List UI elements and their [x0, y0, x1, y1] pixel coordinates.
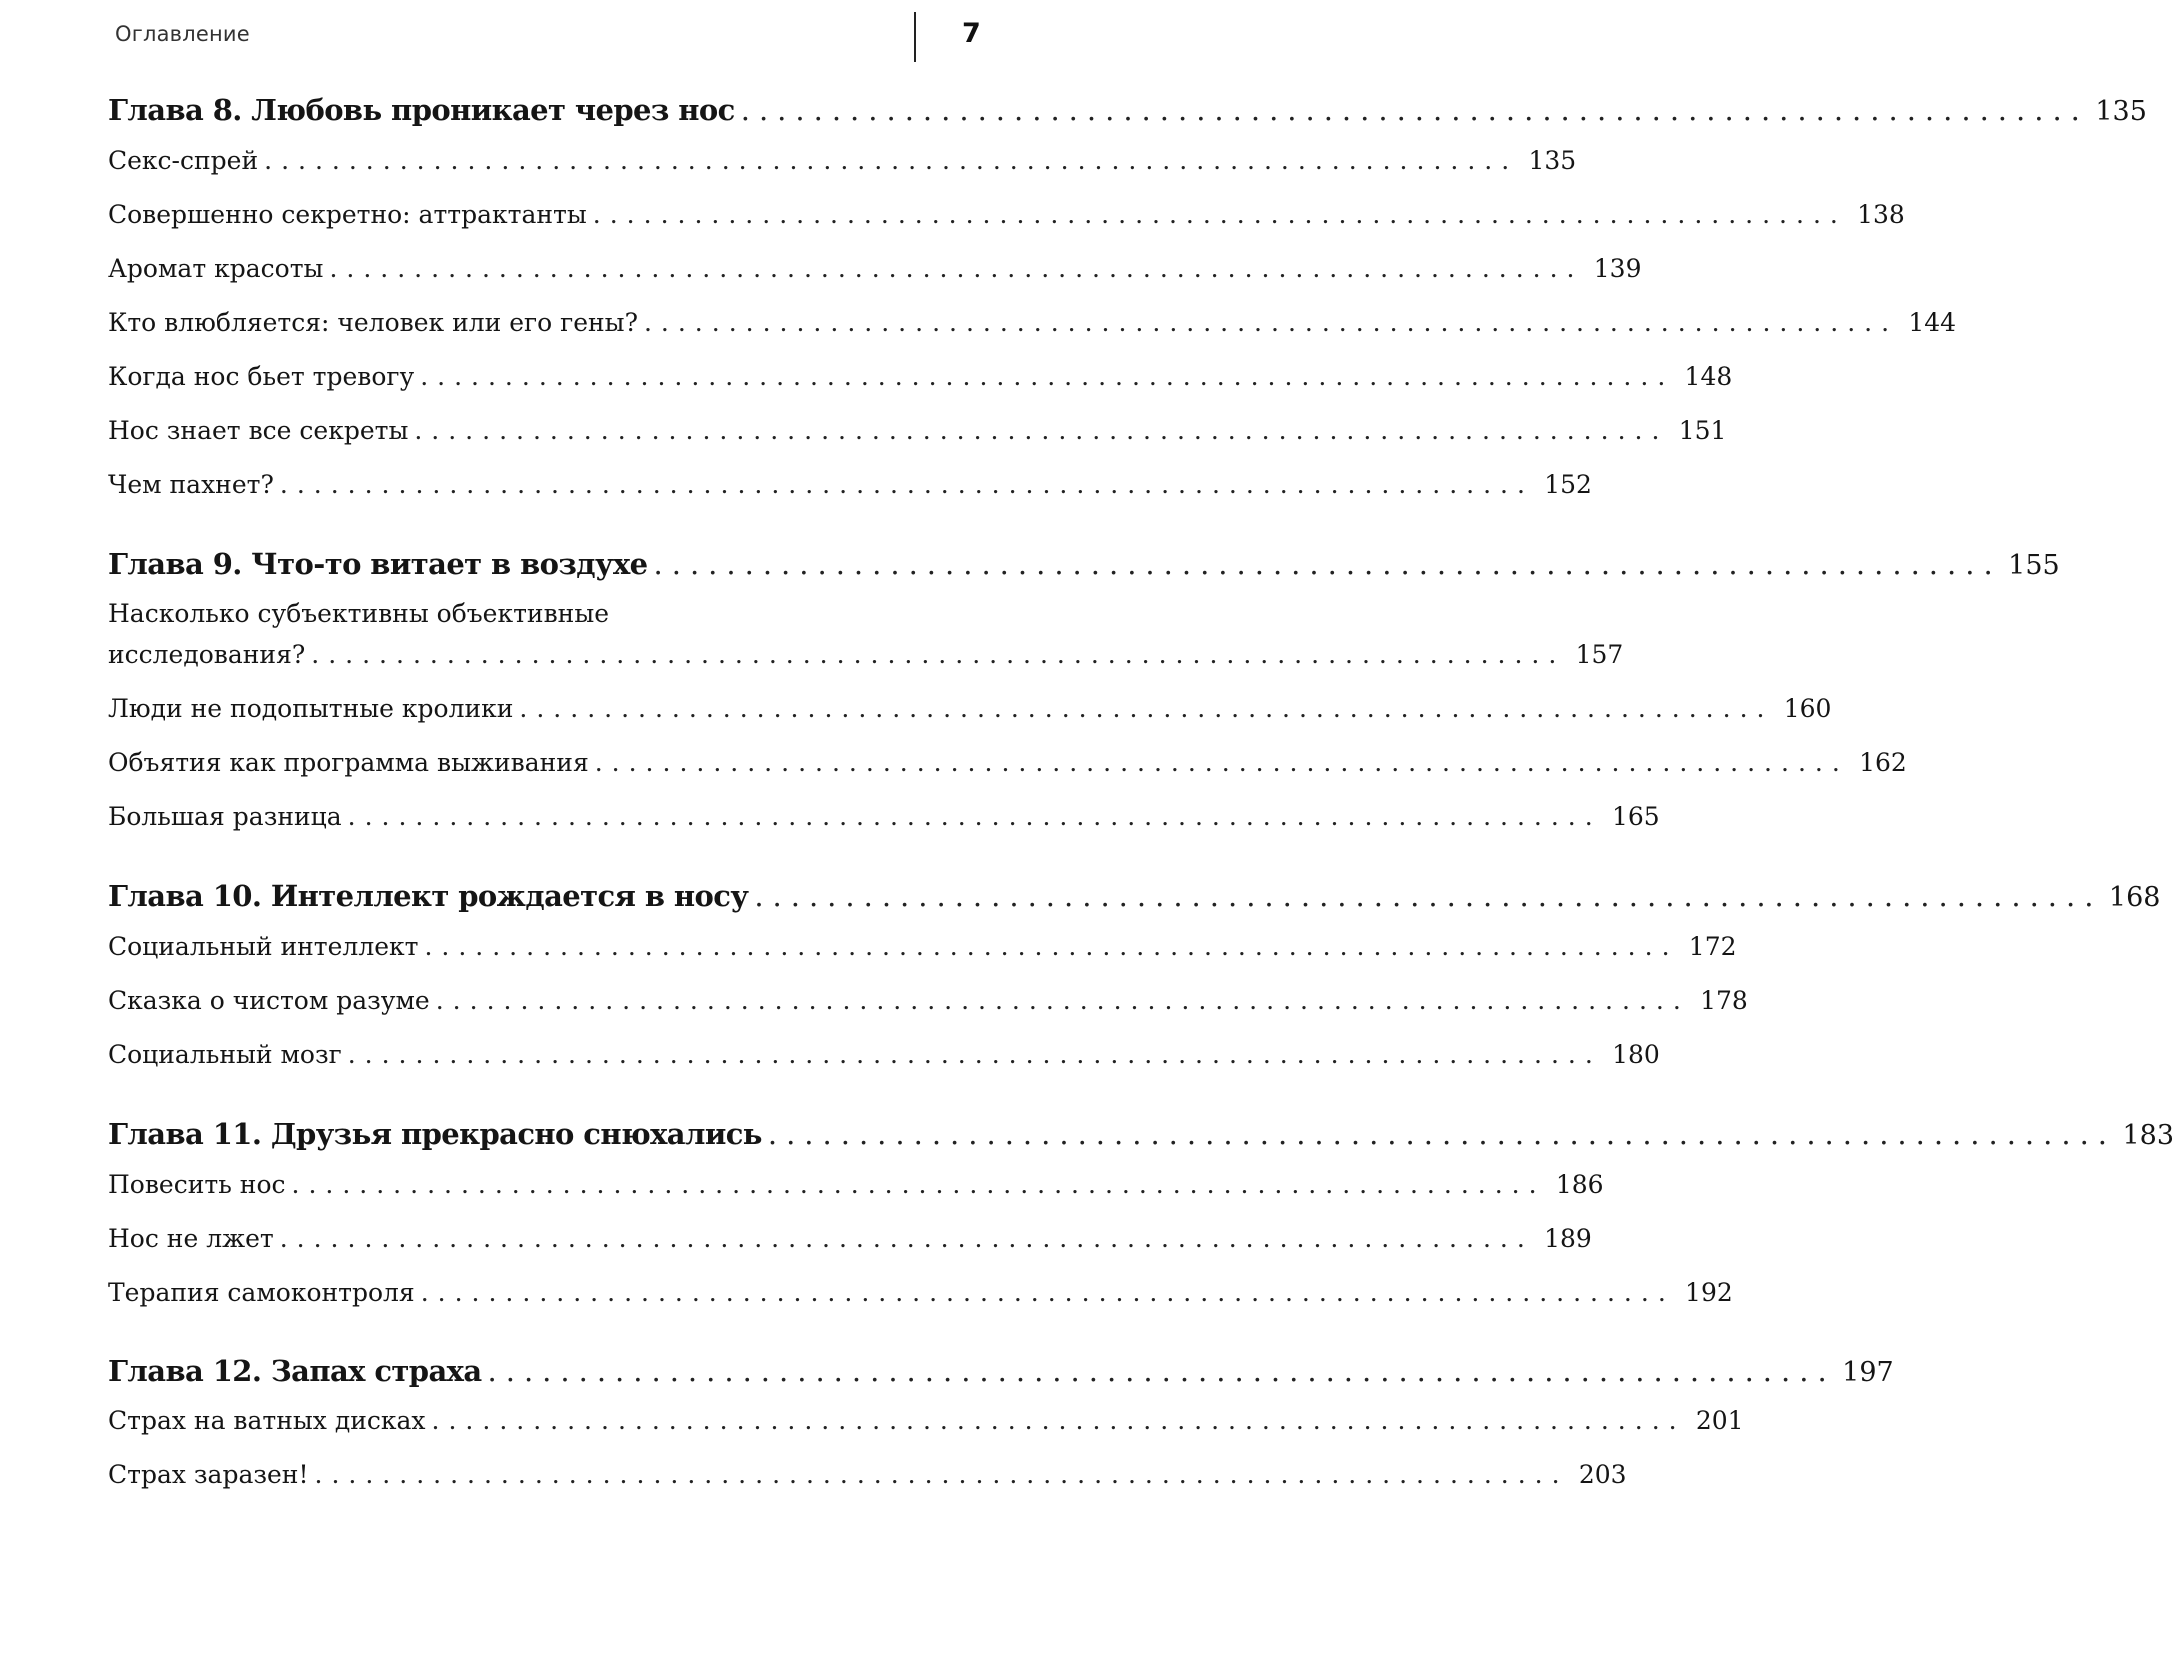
- entry-title: Когда нос бьет тревогу: [108, 362, 415, 391]
- entry-title: Страх заразен!: [108, 1460, 309, 1489]
- entry-page: 197: [1842, 1357, 1894, 1388]
- dot-leader: ..........................................................................: [754, 879, 2103, 913]
- dot-leader: ..........................................................................: [653, 547, 2002, 581]
- entry-title: Глава 8. Любовь проникает через нос: [108, 93, 735, 127]
- dot-leader: ..........................................................................: [311, 640, 1566, 669]
- dot-leader: ..........................................................................: [435, 986, 1690, 1015]
- dot-leader: ..........................................................................: [264, 146, 1519, 175]
- entry-title: Большая разница: [108, 802, 342, 831]
- entry-page: 186: [1555, 1170, 1604, 1199]
- entry-page: 168: [2108, 882, 2161, 913]
- entry-page: 144: [1908, 308, 1957, 337]
- dot-leader: ..........................................................................: [592, 200, 1847, 229]
- entry-title: Глава 10. Интеллект рождается в носу: [108, 879, 749, 913]
- entry-title: Кто влюбляется: человек или его гены?: [108, 308, 638, 337]
- dot-leader: ..........................................................................: [643, 308, 1899, 337]
- entry-title: Глава 11. Друзья прекрасно снюхались: [108, 1117, 762, 1151]
- entry-page: 183: [2122, 1120, 2174, 1151]
- entry-page: 162: [1859, 748, 1907, 777]
- entry-page: 155: [2008, 550, 2060, 581]
- dot-leader: ..........................................................................: [279, 470, 1534, 499]
- dot-leader: ..........................................................................: [347, 1040, 1602, 1069]
- entry-title: Совершенно секретно: аттрактанты: [108, 200, 587, 229]
- dot-leader: ..........................................................................: [279, 1224, 1534, 1253]
- entry-title: Социальный интеллект: [108, 932, 419, 961]
- entry-title: Повесить нос: [108, 1170, 286, 1199]
- entry-page: 135: [2095, 96, 2147, 127]
- entry-page: 148: [1684, 362, 1733, 391]
- entry-page: 180: [1612, 1040, 1660, 1069]
- entry-title: Социальный мозг: [108, 1040, 342, 1069]
- dot-leader: ..........................................................................: [420, 1278, 1675, 1307]
- entry-title: Глава 12. Запах страха: [108, 1354, 482, 1388]
- dot-leader: ..........................................................................: [594, 748, 1849, 777]
- dot-leader: ..........................................................................: [424, 932, 1679, 961]
- entry-title: Люди не подопытные кролики: [108, 694, 514, 723]
- dot-leader: ..........................................................................: [420, 362, 1675, 391]
- entry-page: 203: [1578, 1460, 1627, 1489]
- running-head: Оглавление: [115, 22, 250, 46]
- dot-leader: ..........................................................................: [314, 1460, 1569, 1489]
- entry-title: Терапия самоконтроля: [108, 1278, 415, 1307]
- entry-title: Насколько субъективны объективные: [108, 599, 610, 628]
- entry-page: 178: [1700, 986, 1748, 1015]
- entry-page: 165: [1611, 802, 1660, 831]
- header-rule: [914, 12, 916, 62]
- entry-title: Глава 9. Что-то витает в воздухе: [108, 547, 648, 581]
- entry-title-continued: исследования?: [108, 640, 306, 669]
- dot-leader: ..........................................................................: [519, 694, 1774, 723]
- entry-title: Нос знает все секреты: [108, 416, 409, 445]
- entry-page: 152: [1544, 470, 1592, 499]
- dot-leader: ..........................................................................: [767, 1117, 2117, 1151]
- page-number: 7: [962, 18, 981, 49]
- entry-page: 172: [1688, 932, 1737, 961]
- entry-title: Секс-спрей: [108, 146, 259, 175]
- entry-title: Сказка о чистом разуме: [108, 986, 430, 1015]
- entry-page: 135: [1528, 146, 1577, 175]
- entry-page: 138: [1857, 200, 1905, 229]
- dot-leader: ..........................................................................: [291, 1170, 1546, 1199]
- entry-page: 139: [1593, 254, 1642, 283]
- dot-leader: ..........................................................................: [347, 802, 1602, 831]
- entry-title: Аромат красоты: [108, 254, 324, 283]
- dot-leader: ..........................................................................: [329, 254, 1584, 283]
- dot-leader: ..........................................................................: [487, 1354, 1836, 1388]
- entry-page: 160: [1783, 694, 1832, 723]
- entry-title: Страх на ватных дисках: [108, 1406, 426, 1435]
- entry-page: 157: [1575, 640, 1624, 669]
- dot-leader: ..........................................................................: [414, 416, 1669, 445]
- entry-page: 189: [1544, 1224, 1592, 1253]
- entry-page: 201: [1695, 1406, 1744, 1435]
- entry-title: Объятия как программа выживания: [108, 748, 589, 777]
- entry-title: Нос не лжет: [108, 1224, 274, 1253]
- entry-page: 192: [1685, 1278, 1733, 1307]
- dot-leader: ..........................................................................: [740, 93, 2089, 127]
- entry-page: 151: [1678, 416, 1727, 445]
- entry-title: Чем пахнет?: [108, 470, 274, 499]
- dot-leader: ..........................................................................: [431, 1406, 1686, 1435]
